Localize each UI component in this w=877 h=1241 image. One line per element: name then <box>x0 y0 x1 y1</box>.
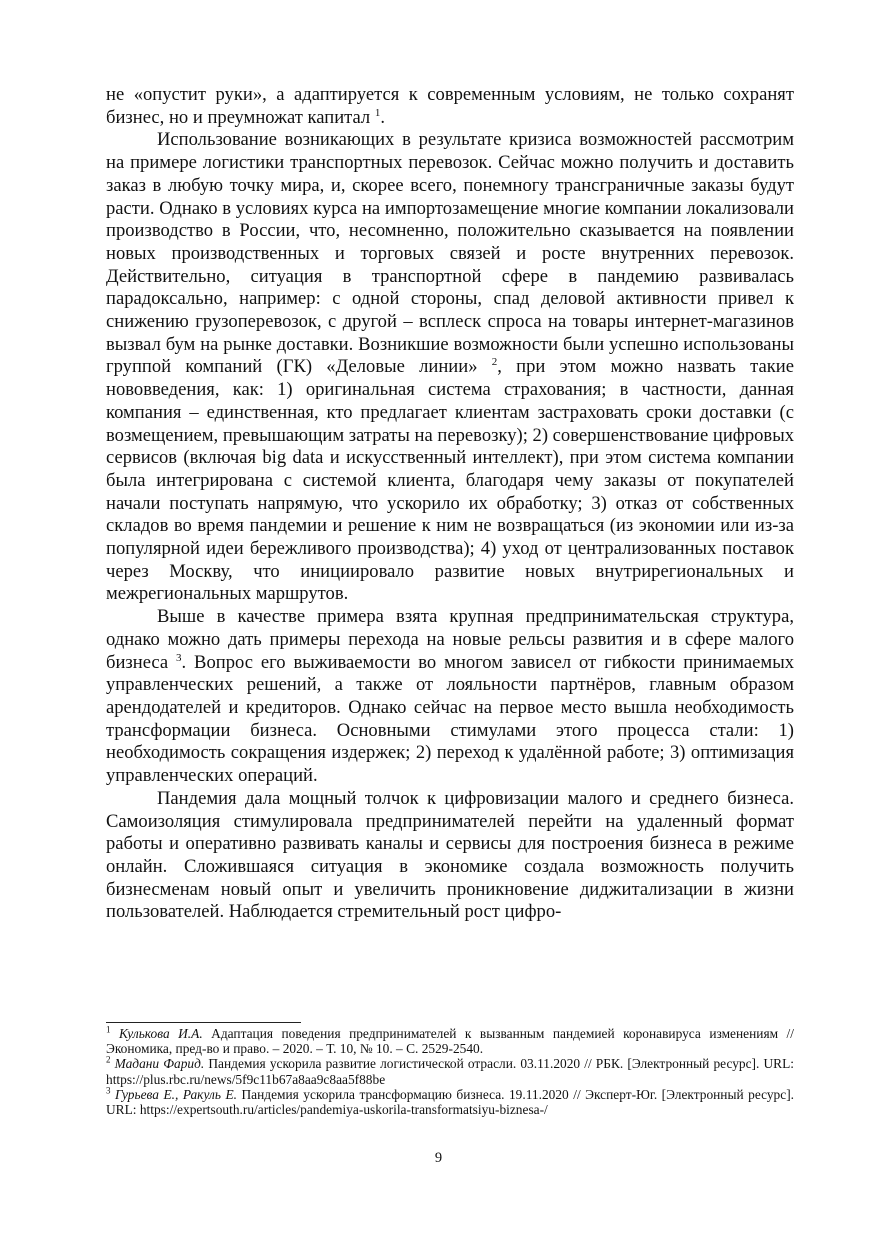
paragraph <box>106 84 794 129</box>
body-text <box>106 84 794 924</box>
footnote <box>106 1026 794 1056</box>
paragraph-text: Выше в качестве примера взята крупная предпринимательская структура, однако можно дать примеры перехода на новые рельсы развития и в сфере малого бизнеса <box>106 606 794 673</box>
footnote-separator <box>106 1022 301 1023</box>
footnote-ref: 1 <box>374 106 381 119</box>
footnote-number: 1 <box>106 1024 111 1035</box>
paragraph-text-continued: , при этом можно назвать такие нововведения, как: 1) оригинальная система страхования; в частности, данная компания – единственная, кто предлагает клиентам застраховать сроки доставки (с возмещением, превышающим затраты на перевозку); 2) совершенствование цифровых сервисов (включая big data и искусственный интеллект), при этом система компании была интегрирована с системой клиента, благодаря чему заказы от покупателей начали поступать напрямую, что ускорило их обработку; 3) отказ от собственных складов во время пандемии и решение к ним не возвращаться (из экономии или из-за популярной идеи бережливого производства); 4) уход от централизованных поставок через Москву, что инициировало развитие новых внутрирегиональных и межрегиональных маршрутов. <box>106 356 794 605</box>
footnote-text: Адаптация поведения предпринимателей к вызванным пандемией коронавируса изменениям // Экономика, пред-во и право. – 2020. – Т. 10, № 10. – С. 2529-2540. <box>106 1026 794 1057</box>
footnote-text: Пандемия ускорила трансформацию бизнеса. 19.11.2020 // Эксперт-Юг. [Электронный ресурс]. URL: https://expertsouth.ru/articles/pandemiya-uskorila-transformatsiyu-biznesa-/ <box>106 1086 794 1118</box>
footnote-author: Гурьева Е., Ракуль Е. <box>115 1086 237 1102</box>
footnote-text: Пандемия ускорила развитие логистической отрасли. 03.11.2020 // РБК. [Электронный ресурс]. URL: https://plus.rbc.ru/news/5f9c11b67a8aa9c8aa5f88be <box>106 1056 794 1087</box>
paragraph-text: не «опустит руки», а адаптируется к современным условиям, не только сохранят бизнес, но и преумножат капитал <box>106 84 794 128</box>
paragraph <box>106 129 794 606</box>
paragraph-text-continued: . <box>380 106 386 128</box>
paragraph-text: Использование возникающих в результате кризиса возможностей рассмотрим на примере логистики транспортных перевозок. Сейчас можно получить и доставить заказ в любую точку мира, и, скорее всего, понемногу трансграничные заказы будут расти. Однако в условиях курса на импортозамещение многие компании локализовали производство в России, что, несомненно, положительно сказывается на появлении новых производственных и торговых связей и росте внутренних перевозок. Действительно, ситуация в транспортной сфере в пандемию развивалась парадоксально, например: с одной стороны, спад деловой активности привел к снижению грузоперевозок, с другой – всплеск спроса на товары интернет-магазинов вызвал бум на рынке доставки. Возникшие возможности были успешно использованы группой компаний (ГК) «Деловые линии» <box>106 129 794 378</box>
paragraph <box>106 788 794 924</box>
footnote-number: 3 <box>106 1085 111 1096</box>
paragraph <box>106 606 794 788</box>
footnote-author: Кулькова И.А. <box>118 1026 203 1041</box>
footnote <box>106 1056 794 1086</box>
footnote <box>106 1087 794 1117</box>
footnote-number: 2 <box>106 1054 111 1065</box>
footnote-ref: 3 <box>176 651 182 664</box>
footnote-author: Мадани Фарид. <box>114 1056 205 1072</box>
footnote-ref: 2 <box>491 356 498 369</box>
page-number: 9 <box>434 1150 443 1166</box>
paragraph-text: Пандемия дала мощный толчок к цифровизации малого и среднего бизнеса. Самоизоляция стимулировала предпринимателей перейти на удаленный формат работы и оперативно развивать каналы и сервисы для построения бизнеса в режиме онлайн. Сложившаяся ситуация в экономике создала возможность получить бизнесменам новый опыт и увеличить проникновение диджитализации в жизни пользователей. Наблюдается стремительный рост цифро- <box>106 787 794 923</box>
paragraph-text-continued: . Вопрос его выживаемости во многом зависел от гибкости принимаемых управленческих решений, а также от лояльности партнёров, главным образом арендодателей и кредиторов. Однако сейчас на первое место вышла необходимость трансформации бизнеса. Основными стимулами этого процесса стали: 1) необходимость сокращения издержек; 2) переход к удалённой работе; 3) оптимизация управленческих операций. <box>106 651 794 787</box>
footnotes <box>106 1026 794 1117</box>
